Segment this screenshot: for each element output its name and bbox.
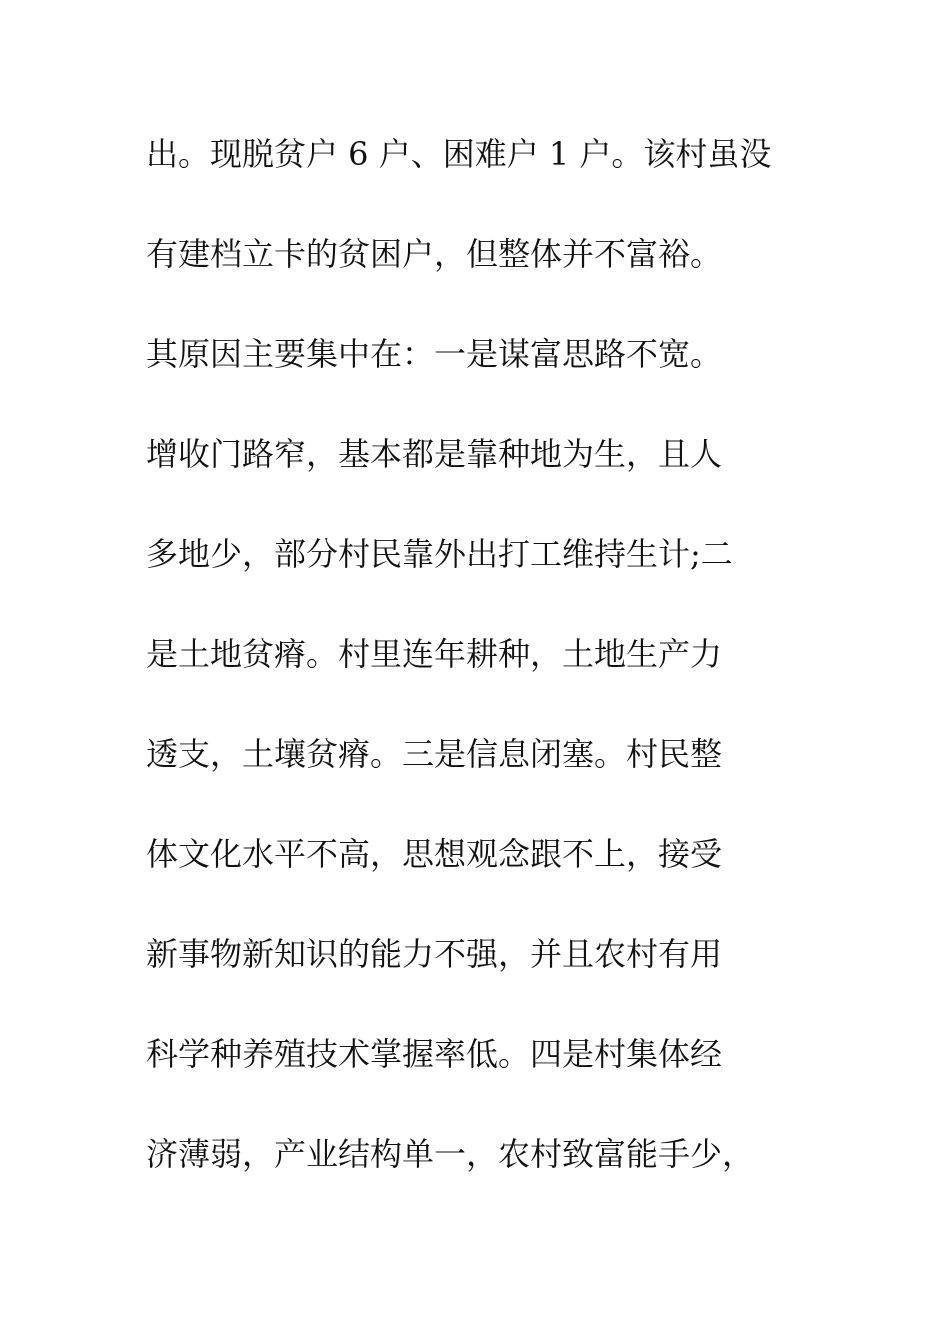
text-line: 有建档立卡的贫困户，但整体并不富裕。 (146, 235, 723, 273)
text-line: 济薄弱，产业结构单一，农村致富能手少， (146, 1135, 755, 1173)
text-line: 是土地贫瘠。村里连年耕种，土地生产力 (146, 635, 723, 673)
text-line: 科学种养殖技术掌握率低。四是村集体经 (146, 1035, 723, 1073)
text-line: 出。现脱贫户 6 户、困难户 1 户。该村虽没 (146, 135, 772, 173)
body-text (146, 126, 826, 1226)
text-line: 多地少，部分村民靠外出打工维持生计;二 (146, 535, 733, 573)
text-line: 新事物新知识的能力不强，并且农村有用 (146, 935, 723, 973)
text-line: 增收门路窄，基本都是靠种地为生，且人 (146, 435, 723, 473)
text-line: 透支，土壤贫瘠。三是信息闭塞。村民整 (146, 735, 723, 773)
text-line: 体文化水平不高，思想观念跟不上，接受 (146, 835, 723, 873)
text-line: 其原因主要集中在：一是谋富思路不宽。 (146, 335, 723, 373)
